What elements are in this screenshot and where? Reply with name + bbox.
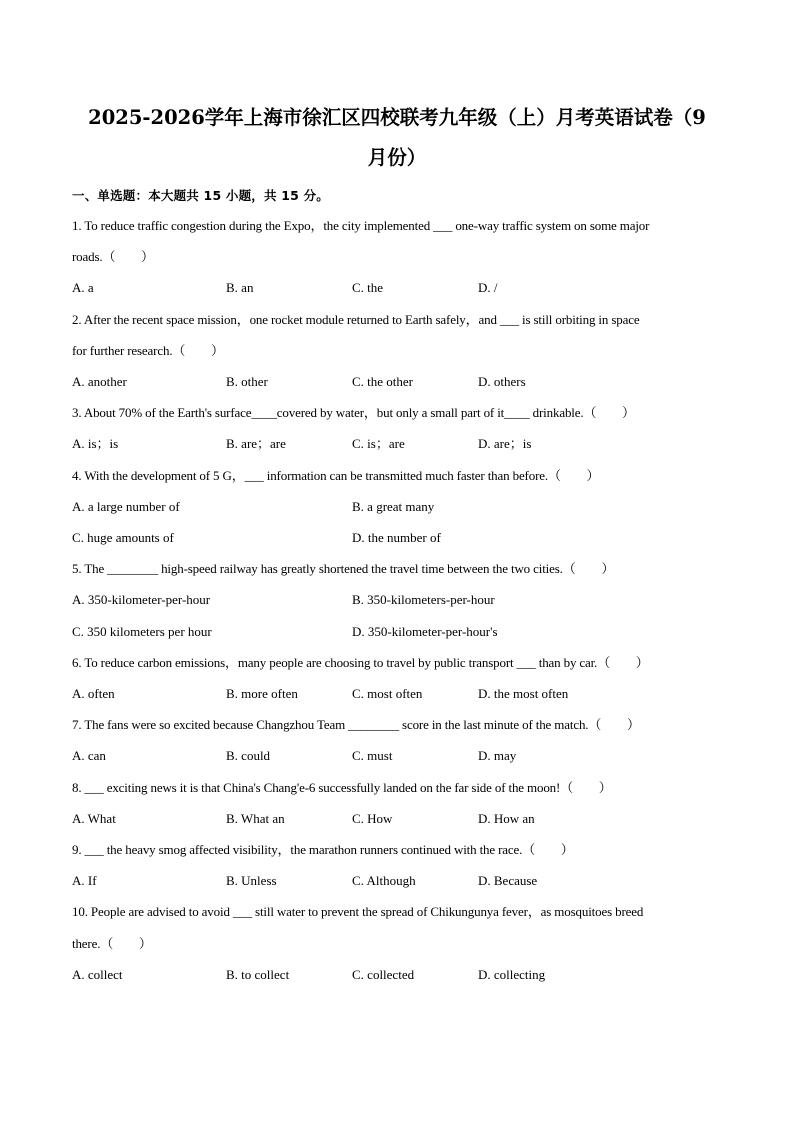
question-1-option-a: A. a xyxy=(72,280,94,295)
question-9-option-c: C. Although xyxy=(352,873,416,888)
question-2-option-b: B. other xyxy=(226,374,268,389)
question-6-option-b: B. more often xyxy=(226,686,298,701)
question-4-option-c: C. huge amounts of xyxy=(72,530,174,545)
question-4-option-a: A. a large number of xyxy=(72,499,180,514)
exam-title-line-1: 2025-2026学年上海市徐汇区四校联考九年级（上）月考英语试卷（9 xyxy=(88,106,706,129)
question-6-option-c: C. most often xyxy=(352,686,423,701)
question-8-text-line-1: 8. ___ exciting news it is that China's Chang'e-6 successfully landed on the far side of the moon!（ ） xyxy=(72,780,612,795)
question-7-option-b: B. could xyxy=(226,748,271,763)
question-6-option-a: A. often xyxy=(72,686,115,701)
question-3-option-d: D. are；is xyxy=(478,436,532,451)
question-10-text-line-2: there.（ ） xyxy=(72,936,152,951)
question-6-text-line-1: 6. To reduce carbon emissions，many people are choosing to travel by public transport ___ than by car.（ ） xyxy=(72,655,649,670)
question-5-option-d: D. 350-kilometer-per-hour's xyxy=(352,624,498,639)
question-5-option-a: A. 350-kilometer-per-hour xyxy=(72,592,211,607)
question-8-option-c: C. How xyxy=(352,811,393,826)
question-4-option-b: B. a great many xyxy=(352,499,435,514)
question-1-text-line-1: 1. To reduce traffic congestion during the Expo，the city implemented ___ one-way traffic system on some major xyxy=(72,218,650,233)
section-heading: 一、单选题：本大题共 15 小题，共 15 分。 xyxy=(72,188,329,203)
question-9-option-a: A. If xyxy=(72,873,97,888)
question-2-text-line-2: for further research.（ ） xyxy=(72,343,224,358)
exam-title-line-2: 月份） xyxy=(367,146,427,169)
question-9-text-line-1: 9. ___ the heavy smog affected visibility，the marathon runners continued with the race.（ ） xyxy=(72,842,574,857)
question-1-option-b: B. an xyxy=(226,280,254,295)
question-10-text-line-1: 10. People are advised to avoid ___ still water to prevent the spread of Chikungunya fever，as mosquitoes breed xyxy=(72,904,644,919)
question-7-option-d: D. may xyxy=(478,748,517,763)
question-1-text-line-2: roads.（ ） xyxy=(72,249,154,264)
question-3-text-line-1: 3. About 70% of the Earth's surface____covered by water，but only a small part of it____ drinkable.（ ） xyxy=(72,405,635,420)
question-10-option-c: C. collected xyxy=(352,967,415,982)
question-3-option-a: A. is；is xyxy=(72,436,119,451)
question-4-text-line-1: 4. With the development of 5 G，___ information can be transmitted much faster than before.（ ） xyxy=(72,468,600,483)
question-5-text-line-1: 5. The ________ high-speed railway has greatly shortened the travel time between the two cities.（ ） xyxy=(72,561,615,576)
question-1-option-c: C. the xyxy=(352,280,384,295)
question-8-option-d: D. How an xyxy=(478,811,535,826)
question-6-option-d: D. the most often xyxy=(478,686,569,701)
question-10-option-b: B. to collect xyxy=(226,967,290,982)
question-10-option-d: D. collecting xyxy=(478,967,546,982)
question-7-text-line-1: 7. The fans were so excited because Changzhou Team ________ score in the last minute of the match.（ ） xyxy=(72,717,640,732)
question-3-option-b: B. are；are xyxy=(226,436,286,451)
question-3-option-c: C. is；are xyxy=(352,436,405,451)
question-2-text-line-1: 2. After the recent space mission，one rocket module returned to Earth safely，and ___ is still orbiting in space xyxy=(72,312,640,327)
question-10-option-a: A. collect xyxy=(72,967,123,982)
exam-title xyxy=(60,98,734,178)
question-7-option-c: C. must xyxy=(352,748,393,763)
question-5-option-b: B. 350-kilometers-per-hour xyxy=(352,592,495,607)
question-2-option-a: A. another xyxy=(72,374,127,389)
question-5-option-c: C. 350 kilometers per hour xyxy=(72,624,212,639)
question-8-option-b: B. What an xyxy=(226,811,285,826)
question-9-option-d: D. Because xyxy=(478,873,538,888)
question-8-option-a: A. What xyxy=(72,811,116,826)
question-2-option-d: D. others xyxy=(478,374,526,389)
question-1-option-d: D. / xyxy=(478,280,498,295)
question-4-option-d: D. the number of xyxy=(352,530,441,545)
question-2-option-c: C. the other xyxy=(352,374,414,389)
question-7-option-a: A. can xyxy=(72,748,106,763)
question-9-option-b: B. Unless xyxy=(226,873,277,888)
